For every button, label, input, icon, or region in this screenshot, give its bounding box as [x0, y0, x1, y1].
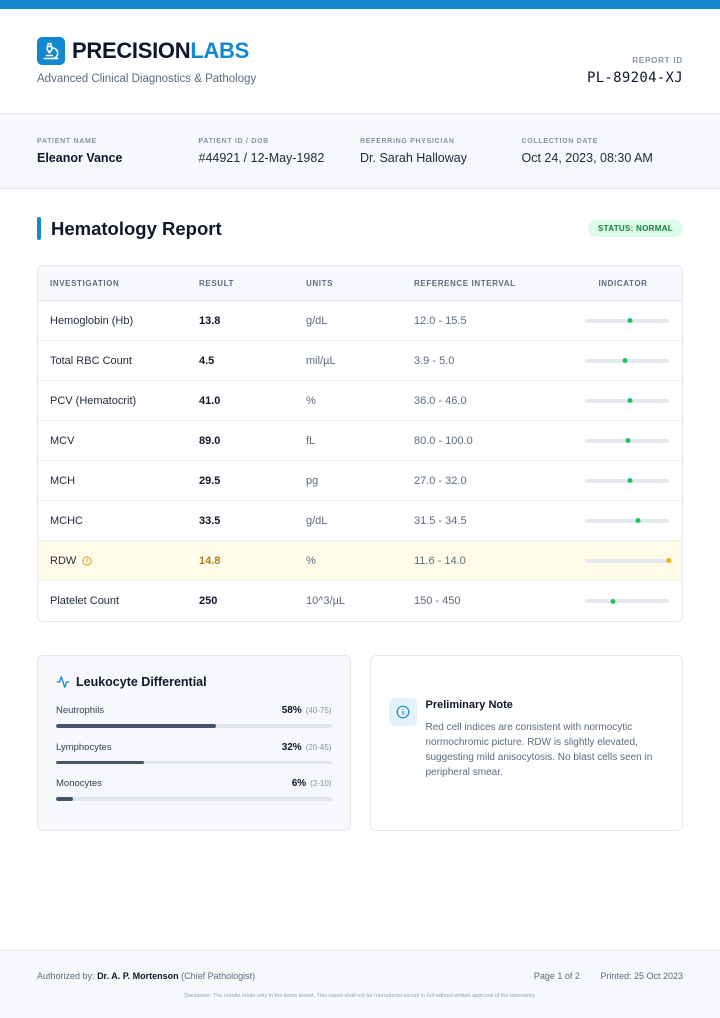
- investigation-name: MCH: [50, 474, 76, 487]
- result-cell: 33.5: [199, 514, 221, 527]
- units-cell: 10^3/µL: [306, 595, 346, 607]
- header-indicator: INDICATOR: [598, 278, 648, 288]
- units-cell: %: [306, 554, 316, 567]
- info-circle-icon: [389, 698, 417, 726]
- indicator-track: [585, 439, 669, 443]
- units-cell: fL: [306, 434, 316, 447]
- cell-type-name: Neutrophils: [56, 705, 105, 716]
- investigation-cell: [38, 475, 199, 487]
- cell-type-name: Lymphocytes: [56, 741, 112, 753]
- report-id-value: PL-89204-XJ: [586, 70, 683, 86]
- report-footer: [0, 950, 720, 1018]
- leukocyte-bar-item: [56, 778, 332, 801]
- table-row: [38, 421, 682, 461]
- leukocyte-card: [37, 655, 351, 831]
- preliminary-note-card: [370, 655, 684, 831]
- note-text: Red cell indices are consistent with normocytic normochromic picture. RDW is slightly elevated, suggesting mild anisocytosis. No blast cells seen in peripheral smear.: [425, 722, 653, 778]
- investigation-name: RDW: [50, 554, 77, 567]
- indicator-dot: [628, 478, 633, 483]
- bar-top: [56, 778, 332, 789]
- cell-type-value-wrap: [282, 705, 332, 716]
- report-header: [0, 9, 720, 113]
- table-row: [38, 341, 682, 381]
- authorized-prefix: Authorized by:: [37, 971, 95, 981]
- table-row: [38, 301, 682, 341]
- header-result: RESULT: [199, 278, 235, 288]
- section-title: Hematology Report: [51, 218, 222, 239]
- page-number: Page 1 of 2: [533, 971, 580, 981]
- indicator-cell: [564, 359, 682, 363]
- investigation-cell: [38, 595, 199, 607]
- indicator-dot: [628, 318, 633, 323]
- indicator-dot: [628, 398, 633, 403]
- percentage-bar-track: [56, 761, 332, 765]
- indicator-dot: [623, 358, 628, 363]
- indicator-cell: [564, 559, 682, 563]
- leukocyte-bar-item: [56, 742, 332, 765]
- footer-row: [37, 971, 683, 981]
- printed-date: Printed: 25 Oct 2023: [600, 971, 683, 981]
- indicator-track: [585, 319, 669, 323]
- brand-name-part2: LABS: [190, 38, 250, 63]
- table-header-row: [38, 266, 682, 301]
- result-cell: 250: [199, 595, 218, 607]
- report-id-block: [587, 56, 683, 86]
- authorized-by: [37, 971, 255, 981]
- reference-cell: 31.5 - 34.5: [414, 514, 467, 527]
- note-title: Preliminary Note: [425, 699, 513, 711]
- bar-top: [56, 742, 332, 753]
- result-cell: 14.8: [199, 554, 221, 567]
- header-units: UNITS: [306, 278, 333, 288]
- indicator-cell: [564, 599, 682, 603]
- patient-info-band: [0, 113, 720, 189]
- leukocyte-title: Leukocyte Differential: [76, 675, 207, 689]
- result-cell: 4.5: [199, 354, 215, 367]
- percentage-bar-fill: [56, 761, 144, 765]
- section-accent-bar: [37, 217, 41, 240]
- percentage-bar-fill: [56, 797, 73, 801]
- percentage-bar-track: [56, 724, 332, 728]
- indicator-dot: [635, 518, 640, 523]
- result-cell: 13.8: [199, 314, 221, 327]
- result-cell: 29.5: [199, 474, 221, 487]
- reference-cell: 12.0 - 15.5: [414, 314, 467, 327]
- status-badge: STATUS: NORMAL: [588, 220, 683, 237]
- cell-type-value: 6%: [291, 778, 307, 789]
- cell-type-value: 58%: [281, 705, 302, 716]
- investigation-cell: [38, 395, 199, 407]
- indicator-cell: [564, 519, 682, 523]
- indicator-track: [585, 559, 669, 563]
- field-label: PATIENT ID / DOB: [198, 138, 269, 145]
- field-value: #44921 / 12-May-1982: [198, 151, 325, 165]
- table-row: [38, 461, 682, 501]
- brand-name: [72, 38, 249, 64]
- cell-type-range: (20-45): [305, 742, 332, 752]
- authorized-name: Dr. A. P. Mortenson: [97, 971, 179, 981]
- investigation-cell: [38, 555, 199, 567]
- patient-name-field: [37, 138, 199, 188]
- brand-name-part1: PRECISION: [72, 38, 191, 63]
- reference-cell: 150 - 450: [414, 595, 461, 607]
- reference-cell: 80.0 - 100.0: [414, 434, 473, 447]
- table-row: [38, 381, 682, 421]
- bar-top: [56, 705, 332, 716]
- field-value: Oct 24, 2023, 08:30 AM: [521, 151, 653, 165]
- hematology-table: [37, 265, 683, 622]
- report-id-label: REPORT ID: [632, 56, 683, 65]
- field-label: COLLECTION DATE: [521, 138, 598, 145]
- indicator-dot: [625, 438, 630, 443]
- reference-cell: 27.0 - 32.0: [414, 474, 467, 487]
- indicator-track: [585, 399, 669, 403]
- investigation-name: Platelet Count: [50, 595, 120, 607]
- footer-right: [534, 971, 683, 981]
- investigation-name: PCV (Hematocrit): [50, 394, 137, 407]
- cell-type-range: (40-75): [305, 706, 332, 715]
- units-cell: pg: [306, 474, 319, 487]
- table-row: [38, 581, 682, 621]
- referring-physician-field: [360, 138, 522, 188]
- cell-type-value: 32%: [281, 741, 302, 753]
- indicator-dot: [610, 599, 615, 604]
- leukocyte-bars: [56, 705, 332, 801]
- investigation-cell: [38, 435, 199, 447]
- disclaimer: Disclaimer: The results relate only to the items tested. This report shall not be reproduced except in full without written approval of the laboratory.: [184, 993, 536, 999]
- indicator-track: [585, 479, 669, 483]
- units-cell: mil/µL: [306, 354, 336, 367]
- investigation-name: Total RBC Count: [50, 354, 132, 367]
- microscope-icon: [37, 37, 65, 65]
- activity-pulse-icon: [56, 675, 70, 689]
- indicator-track: [585, 359, 669, 363]
- section-header: [0, 189, 720, 265]
- cell-type-value-wrap: [292, 778, 332, 789]
- collection-date-field: [522, 138, 684, 188]
- table-body: [38, 301, 682, 621]
- investigation-name: MCHC: [50, 514, 83, 527]
- authorized-role: (Chief Pathologist): [181, 971, 256, 981]
- header-investigation: INVESTIGATION: [50, 278, 120, 288]
- indicator-dot: [667, 558, 672, 563]
- units-cell: g/dL: [306, 514, 328, 527]
- field-value: Eleanor Vance: [37, 151, 123, 165]
- percentage-bar-fill: [56, 724, 216, 728]
- investigation-name: Hemoglobin (Hb): [50, 314, 134, 327]
- note-body: [426, 699, 662, 780]
- field-label: REFERRING PHYSICIAN: [360, 138, 455, 145]
- units-cell: %: [306, 394, 316, 407]
- units-cell: g/dL: [306, 314, 328, 327]
- top-accent-bar: [0, 0, 720, 9]
- investigation-cell: [38, 515, 199, 527]
- table-row: [38, 501, 682, 541]
- cell-type-range: (2-10): [310, 779, 332, 788]
- reference-cell: 11.6 - 14.0: [414, 554, 466, 567]
- investigation-name: MCV: [50, 434, 75, 447]
- table-row: [38, 541, 682, 581]
- leukocyte-bar-item: [56, 705, 332, 728]
- brand-tagline: Advanced Clinical Diagnostics & Pathology: [37, 73, 257, 85]
- cell-type-value-wrap: [282, 742, 332, 753]
- indicator-cell: [564, 439, 682, 443]
- reference-cell: 36.0 - 46.0: [414, 394, 467, 407]
- indicator-cell: [564, 479, 682, 483]
- bottom-cards: [37, 655, 683, 831]
- field-value: Dr. Sarah Halloway: [360, 151, 467, 165]
- patient-id-dob-field: [199, 138, 361, 188]
- result-cell: 89.0: [199, 434, 221, 447]
- header-reference: REFERENCE INTERVAL: [414, 278, 516, 288]
- indicator-track: [585, 519, 669, 523]
- reference-cell: 3.9 - 5.0: [414, 354, 455, 367]
- indicator-cell: [564, 399, 682, 403]
- indicator-track: [585, 599, 669, 603]
- percentage-bar-track: [56, 797, 332, 801]
- indicator-cell: [564, 319, 682, 323]
- investigation-cell: [38, 315, 199, 327]
- warning-circle-icon: [82, 556, 92, 566]
- field-label: PATIENT NAME: [37, 138, 97, 145]
- result-cell: 41.0: [199, 394, 221, 407]
- leukocyte-header: [56, 675, 332, 689]
- cell-type-name: Monocytes: [56, 778, 102, 789]
- investigation-cell: [38, 355, 199, 367]
